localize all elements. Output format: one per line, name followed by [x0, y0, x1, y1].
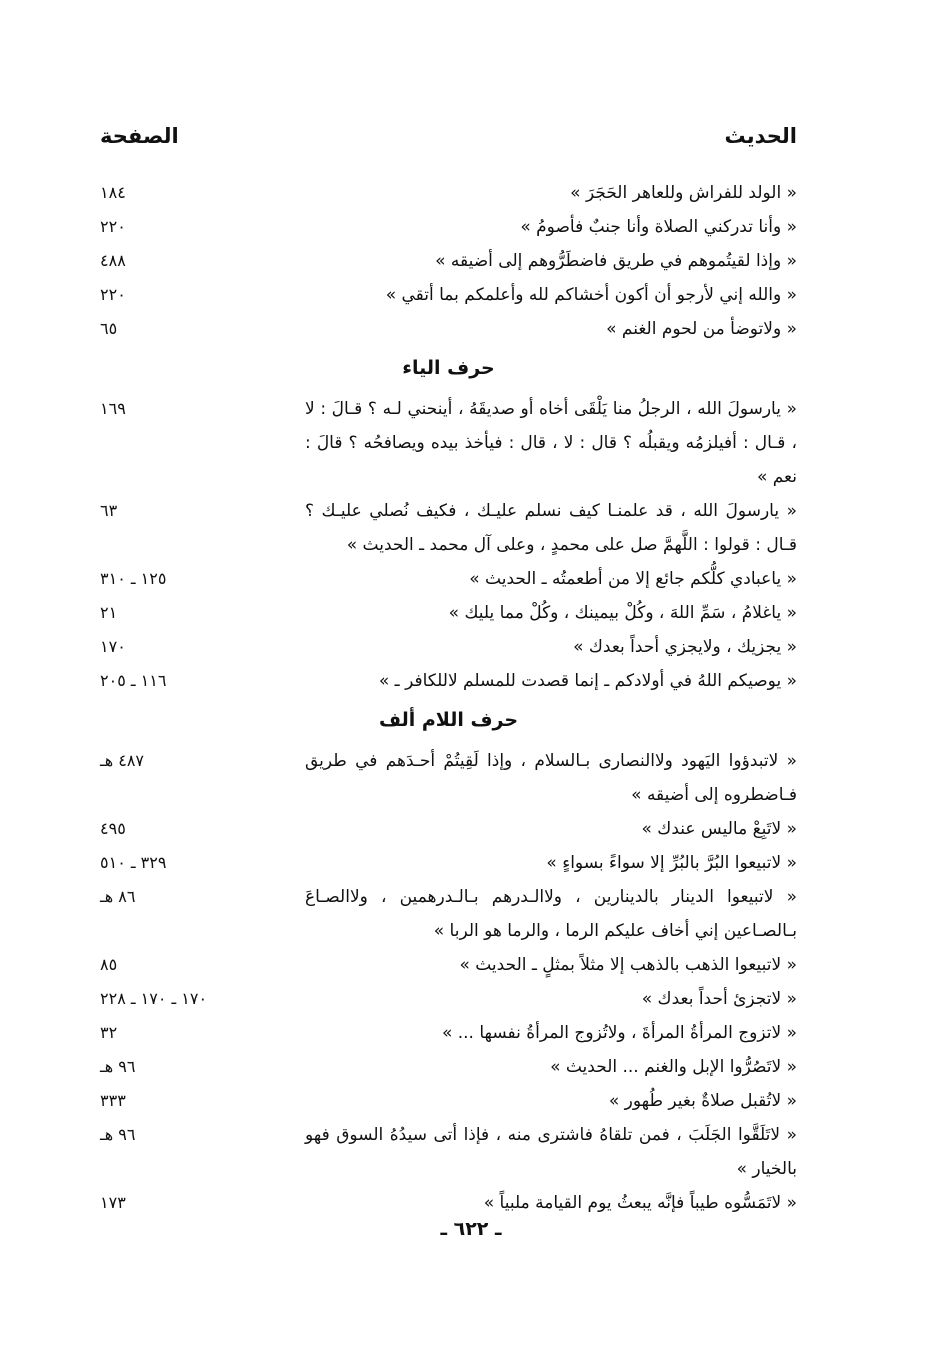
- page-reference: ١٨٤: [100, 183, 126, 202]
- list-item: [100, 244, 797, 278]
- hadith-text: « لاتبيعوا البُرَّ بالبُرِّ إلا سواءً بسواءٍ »: [546, 853, 797, 873]
- page-reference: ٣٢٩ ـ ٥١٠: [100, 853, 167, 872]
- list-item: [100, 846, 797, 880]
- hadith-text: « لاتبدؤوا اليَهود ولاالنصارى بـالسلام ، وإذا لَقِيتُمْ أحـدَهم في طريق فـاضطروه إلى أضيقه »: [305, 751, 797, 805]
- section-title-lamalif: [100, 706, 797, 734]
- hadith-text: « يوصيكم اللهُ في أولادكم ـ إنما قصدت للمسلم لاللكافر ـ »: [378, 671, 797, 691]
- list-item: [100, 1186, 797, 1220]
- list-item: [100, 1016, 797, 1050]
- hadith-text: « لاتَمَسُّوه طيباً فإنَّه يبعثُ يوم القيامة ملبياً »: [483, 1193, 797, 1213]
- hadith-text: « يارسولَ الله ، الرجلُ منا يَلْقَى أخاه أو صديقَهُ ، أينحني لـه ؟ قـالَ : لا ، قـال : أفيلزمُه ويقبلُه ؟ قال : لا ، قال : فيأخذ بيده ويصافحُه ؟ قالَ : نعم »: [305, 399, 797, 487]
- list-item: [100, 880, 797, 948]
- page-number: ـ ٦٢٢ ـ: [440, 1218, 502, 1240]
- list-item: [100, 562, 797, 596]
- list-item: [100, 948, 797, 982]
- page-reference: ١٧٣: [100, 1193, 126, 1212]
- page-reference: ٣٣٣: [100, 1091, 126, 1110]
- page-column-header: الصفحة: [100, 124, 179, 148]
- list-item: [100, 176, 797, 210]
- hadith-text: « لاتبيعوا الذهب بالذهب إلا مثلاً بمثلٍ ـ الحديث »: [459, 955, 797, 975]
- page-reference: ٩٦ هـ: [100, 1125, 136, 1144]
- list-item: [100, 392, 797, 494]
- column-headers: [100, 124, 797, 160]
- hadith-text: « ياعبادي كلُّكم جائع إلا من أطعمتُه ـ الحديث »: [469, 569, 797, 589]
- hadith-text: « لاتزوج المرأةُ المرأةَ ، ولاتُزوج المرأةُ نفسها ... »: [441, 1023, 797, 1043]
- hadith-text: « لاتَبِعْ ماليس عندك »: [641, 819, 797, 839]
- page-reference: ٨٦ هـ: [100, 887, 136, 906]
- page-reference: ٢٢٠: [100, 217, 126, 236]
- page-reference: ٤٨٨: [100, 251, 126, 270]
- section-title-text: حرف اللام ألف: [378, 709, 519, 731]
- list-item: [100, 630, 797, 664]
- hadith-text: « ياغلامُ ، سَمِّ اللهَ ، وكُلْ بيمينك ، وكُلْ مما يليك »: [448, 603, 797, 623]
- list-item: [100, 1084, 797, 1118]
- page-reference: ٢١: [100, 603, 118, 622]
- list-item: [100, 744, 797, 812]
- hadith-text: « لاتُقبل صلاةٌ بغير طُهور »: [608, 1091, 797, 1111]
- page-reference: ١٦٩: [100, 399, 126, 418]
- hadith-text: « لاتَصُرُّوا الإبل والغنم ... الحديث »: [550, 1057, 797, 1077]
- page-reference: ٨٥: [100, 955, 118, 974]
- page-reference: ١٧٠: [100, 637, 126, 656]
- page-reference: ١٧٠ ـ ١٧٠ ـ ٢٢٨: [100, 989, 208, 1008]
- list-item: [100, 1118, 797, 1186]
- hadith-text: « وأنا تدركني الصلاة وأنا جنبٌ فأصومُ »: [520, 217, 797, 237]
- list-item: [100, 210, 797, 244]
- page-reference: ٩٦ هـ: [100, 1057, 136, 1076]
- list-item: [100, 312, 797, 346]
- hadith-text: « لاتبيعوا الدينار بالدينارين ، ولاالـدرهم بـالـدرهمين ، ولاالصـاعَ بـالصـاعين إني أخاف عليكم الرما ، والرما هو الربا »: [305, 887, 797, 941]
- list-item: [100, 982, 797, 1016]
- section-title-ya: [100, 354, 797, 382]
- hadith-text: « ولاتوضأ من لحوم الغنم »: [606, 319, 797, 339]
- list-item: [100, 664, 797, 698]
- page-reference: ١٢٥ ـ ٣١٠: [100, 569, 167, 588]
- hadith-text: « الولد للفراش وللعاهر الحَجَرَ »: [570, 183, 797, 203]
- hadith-column-header: الحديث: [724, 124, 797, 148]
- page-reference: ٦٣: [100, 501, 118, 520]
- page-reference: ٦٥: [100, 319, 118, 338]
- hadith-text: « يارسولَ الله ، قد علمنـا كيف نسلم عليـك ، فكيف نُصلي عليـك ؟ قـال : قولوا : اللَّهمَّ صل على محمدٍ ، وعلى آل محمد ـ الحديث »: [305, 501, 797, 555]
- list-item: [100, 812, 797, 846]
- page-reference: ١١٦ ـ ٢٠٥: [100, 671, 167, 690]
- hadith-text: « وإذا لقيتُموهم في طريق فاضطَرُّوهم إلى أضيقه »: [435, 251, 797, 271]
- hadith-index-list: [100, 176, 797, 1220]
- list-item: [100, 494, 797, 562]
- page-reference: ٤٩٥: [100, 819, 126, 838]
- hadith-text: « يجزيك ، ولايجزي أحداً بعدك »: [573, 637, 797, 657]
- page-reference: ٤٨٧ هـ: [100, 751, 144, 770]
- section-title-text: حرف الياء: [402, 357, 495, 379]
- list-item: [100, 278, 797, 312]
- page-reference: ٣٢: [100, 1023, 118, 1042]
- list-item: [100, 1050, 797, 1084]
- hadith-text: « والله إني لأرجو أن أكون أخشاكم لله وأعلمكم بما أتقي »: [385, 285, 797, 305]
- hadith-text: « لاتَلَقَّوا الجَلَبَ ، فمن تلقاهُ فاشترى منه ، فإذا أتى سيدُهُ السوق فهو بالخيار »: [305, 1125, 797, 1179]
- page-reference: ٢٢٠: [100, 285, 126, 304]
- list-item: [100, 596, 797, 630]
- hadith-text: « لاتجزئ أحداً بعدك »: [641, 989, 797, 1009]
